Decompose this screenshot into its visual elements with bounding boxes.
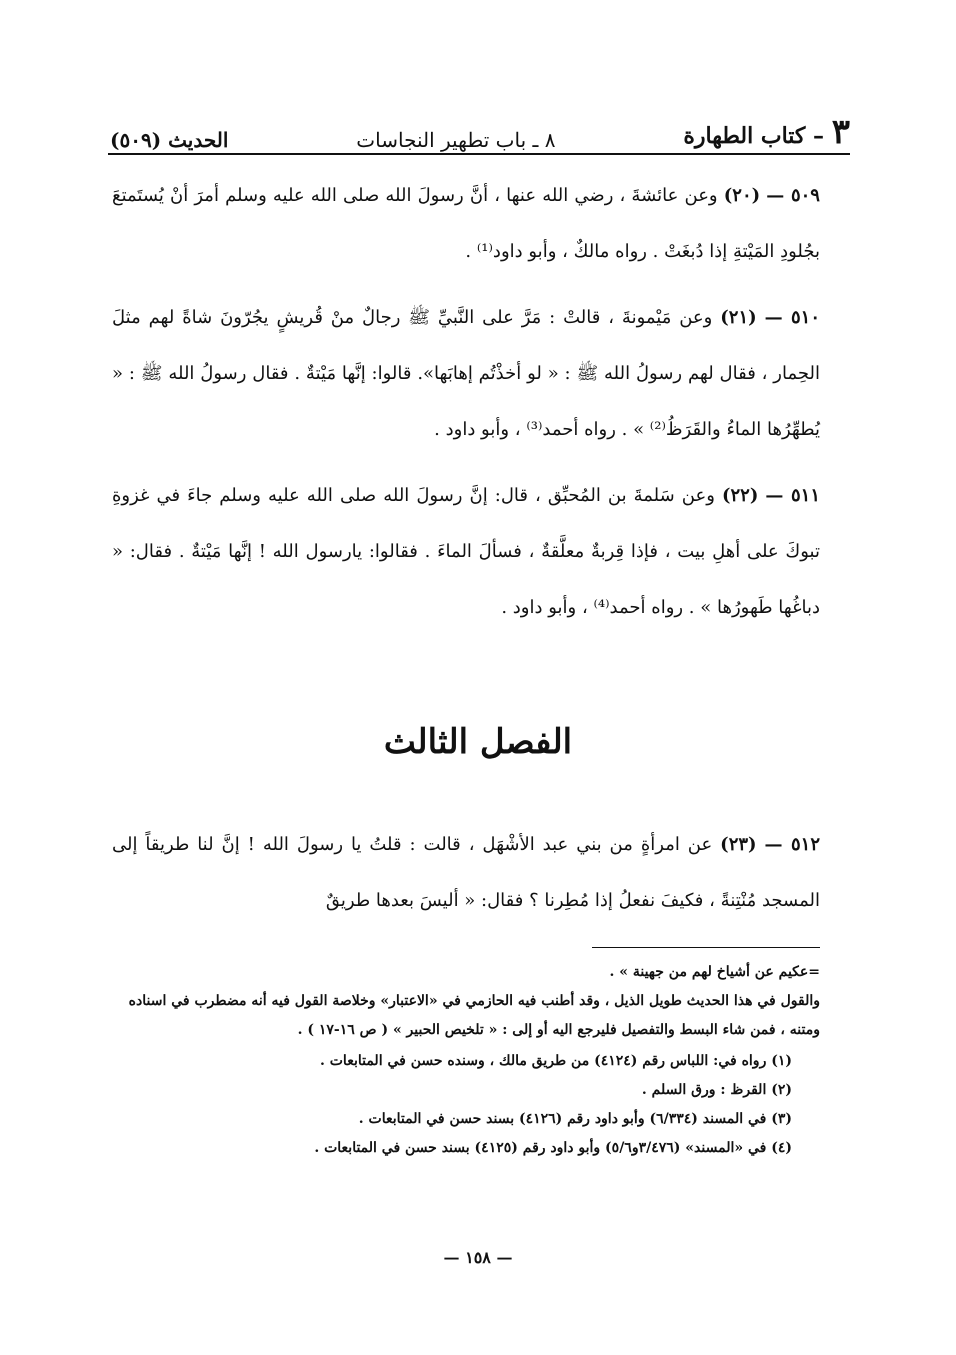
hadith-number: ٥٠٩ — <box>766 185 820 206</box>
header-book-title <box>683 112 850 152</box>
hadith-509 <box>112 168 820 280</box>
footnote-item: (١) رواه في: اللباس رقم (٤١٢٤) من طريق مالك ، وسنده حسن في المتابعات . <box>320 1053 792 1069</box>
hadith-ref: (٢٢) <box>721 485 759 506</box>
header-divider <box>108 153 850 155</box>
page-number: — ١٥٨ — <box>443 1248 513 1267</box>
hadith-text: وعن عائشةَ ، رضي الله عنها ، أنَّ رسولَ الله صلى الله عليه وسلم أمرَ أنْ يُستَمتعَ بجُلودِ المَيْتةِ إذا دُبغَتْ . رواه مالكٌ ، وأبو داود⁽¹⁾ . <box>112 185 820 262</box>
hadith-ref: (٢٣) <box>720 834 757 855</box>
footnote-continuation: =عكيم عن أشياخ لهم من جهينة » . <box>609 964 820 980</box>
footnote-divider <box>592 947 820 948</box>
hadith-ref: (٢١) <box>720 307 757 328</box>
hadith-text: وعن مَيْمونةَ ، قالتْ : مَرَّ على النَّبيِّ ﷺ رجالٌ منْ قُريشٍ يجُرّونَ شاةً لهم مثلَ الحِمار ، فقال لهم رسولُ الله ﷺ : « لو أخذْتُم إهابَها». قالوا: إنَّها مَيْتةٌ . فقال رسولُ الله ﷺ : « يُطهِّرُها الماءُ والقَرَظُ⁽²⁾ » . رواه أحمد⁽³⁾ ، وأبو داود . <box>112 307 820 440</box>
hadith-number: ٥١٢ — <box>764 834 820 855</box>
footnote-list <box>112 1047 820 1163</box>
hadith-text: عن امرأةٍ من بني عبد الأشْهَل ، قالت : قلتُ يا رسولَ الله ! إنَّ لنا طريقاً إلى المسجد مُنْتِنةً ، فكيفَ نفعلُ إذا مُطِرنا ؟ فقال: « أليسَ بعدها طريقٌ <box>112 834 820 911</box>
hadith-text: وعن سَلمةَ بن المُحبِّق ، قال: إنَّ رسولَ الله صلى الله عليه وسلم جاءَ في غزوةِ تبوكَ على أهلِ بيت ، فإذا قِربةٌ معلَّقةٌ ، فسألَ الماءَ . فقالوا: يارسول الله ! إنَّها مَيْتةٌ . فقال: « دباغُها طَهورُها » . رواه أحمد⁽⁴⁾ ، وأبو داود . <box>112 485 820 618</box>
footnote-item: (٣) في المسند (٦/٣٣٤) وأبو داود رقم (٤١٢٦) بسند حسن في المتابعات . <box>358 1111 792 1127</box>
footnote-continuation: والقول في هذا الحديث طويل الذيل ، وقد أطنب فيه الحازمي في «الاعتبار» وخلاصة القول فيه أنه مضطرب في اسناده ومتنه ، فمن شاء البسط والتفصيل فليرجع اليه أو إلى : « تلخيص الحبير » ( ص ١٦-١٧ ) . <box>128 993 820 1038</box>
section-title: الفصل الثالث <box>383 722 573 762</box>
hadith-number: ٥١١ — <box>765 485 820 506</box>
header-chapter-title: ٨ ـ باب تطهير النجاسات <box>356 128 556 152</box>
hadith-number: ٥١٠ — <box>764 307 820 328</box>
footnote-item: (٤) في «المسند» (٣/٤٧٦و٥/٦) وأبو داود رقم (٤١٢٥) بسند حسن في المتابعات . <box>314 1140 792 1156</box>
running-header <box>110 108 850 152</box>
hadith-512 <box>112 817 820 929</box>
footnote-item: (٢) القرظ : ورق السلم . <box>641 1082 792 1098</box>
hadith-ref: (٢٠) <box>723 185 761 206</box>
header-hadith-label: الحديث (٥٠٩) <box>110 128 229 152</box>
main-text <box>112 168 820 646</box>
header-book-number: ٣ <box>831 112 850 152</box>
header-book-title-text: – كتاب الطهارة <box>683 123 825 149</box>
hadith-511 <box>112 468 820 636</box>
main-text-continued <box>112 817 820 939</box>
hadith-510 <box>112 290 820 458</box>
footnotes <box>112 958 820 1163</box>
